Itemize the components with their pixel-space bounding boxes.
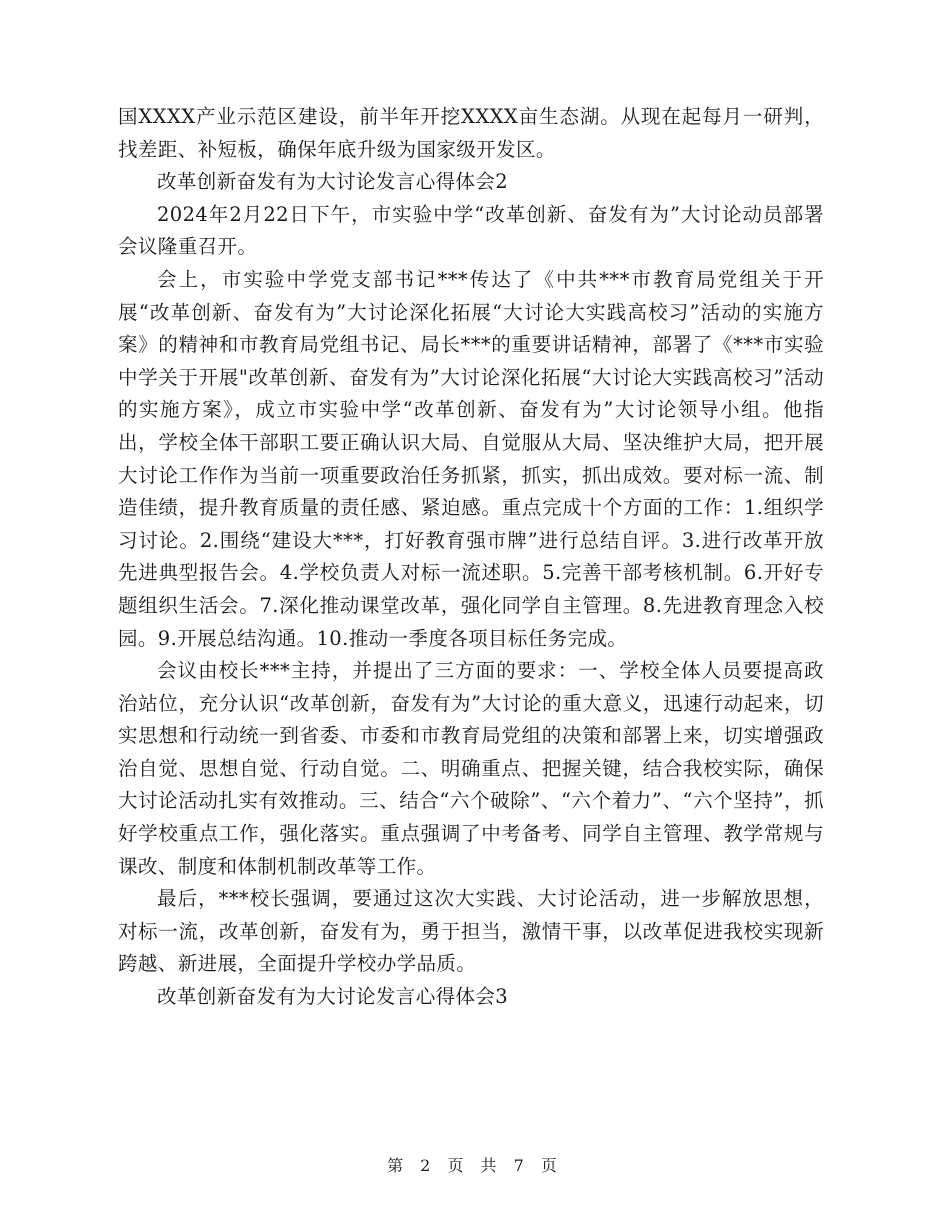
page-number-footer: 第 2 页 共 7 页	[387, 1156, 563, 1175]
section-heading-3: 改革创新奋发有为大讨论发言心得体会3	[157, 985, 509, 1009]
section-heading-2: 改革创新奋发有为大讨论发言心得体会2	[157, 170, 509, 194]
paragraph-meeting-intro: 2024年2月22日下午，市实验中学“改革创新、奋发有为”大讨论动员部署会议隆重召开。	[118, 202, 824, 259]
paragraph-requirements: 会议由校长***主持，并提出了三方面的要求：一、学校全体人员要提高政治站位，充分认识“改革创新，奋发有为”大讨论的重大意义，迅速行动起来，切实思想和行动统一到省委、市委和市教育局党组的决策和部署上来，切实增强政治自觉、思想自觉、行动自觉。二、明确重点、把握关键，结合我校实际，确保大讨论活动扎实有效推动。三、结合“六个破除”、“六个着力”、“六个坚持”，抓好学校重点工作，强化落实。重点强调了中考备考、同学自主管理、教学常规与课改、制度和体制机制改革等工作。	[118, 659, 824, 878]
paragraph-conclusion: 最后，***校长强调，要通过这次大实践、大讨论活动，进一步解放思想，对标一流，改革创新，奋发有为，勇于担当，激情干事，以改革促进我校实现新跨越、新进展，全面提升学校办学品质。	[118, 887, 824, 976]
document-page	[118, 101, 824, 1014]
paragraph-meeting-details: 会上，市实验中学党支部书记***传达了《中共***市教育局党组关于开展“改革创新、奋发有为”大讨论深化拓展“大讨论大实践高校习”活动的实施方案》的精神和市教育局党组书记、局长***的重要讲话精神，部署了《***市实验中学关于开展"改革创新、奋发有为”大讨论深化拓展“大讨论大实践高校习”活动的实施方案》，成立市实验中学“改革创新、奋发有为”大讨论领导小组。他指出，学校全体干部职工要正确认识大局、自觉服从大局、坚决维护大局，把开展大讨论工作作为当前一项重要政治任务抓紧，抓实，抓出成效。要对标一流、制造佳绩，提升教育质量的责任感、紧迫感。重点完成十个方面的工作：1.组织学习讨论。2.围绕“建设大***，打好教育强市牌”进行总结自评。3.进行改革开放先进典型报告会。4.学校负责人对标一流述职。5.完善干部考核机制。6.开好专题组织生活会。7.深化推动课堂改革，强化同学自主管理。8.先进教育理念入校园。9.开展总结沟通。10.推动一季度各项目标任务完成。	[118, 267, 824, 650]
paragraph-continuation: 国XXXX产业示范区建设，前半年开挖XXXX亩生态湖。从现在起每月一研判，找差距、补短板，确保年底升级为国家级开发区。	[118, 105, 824, 161]
